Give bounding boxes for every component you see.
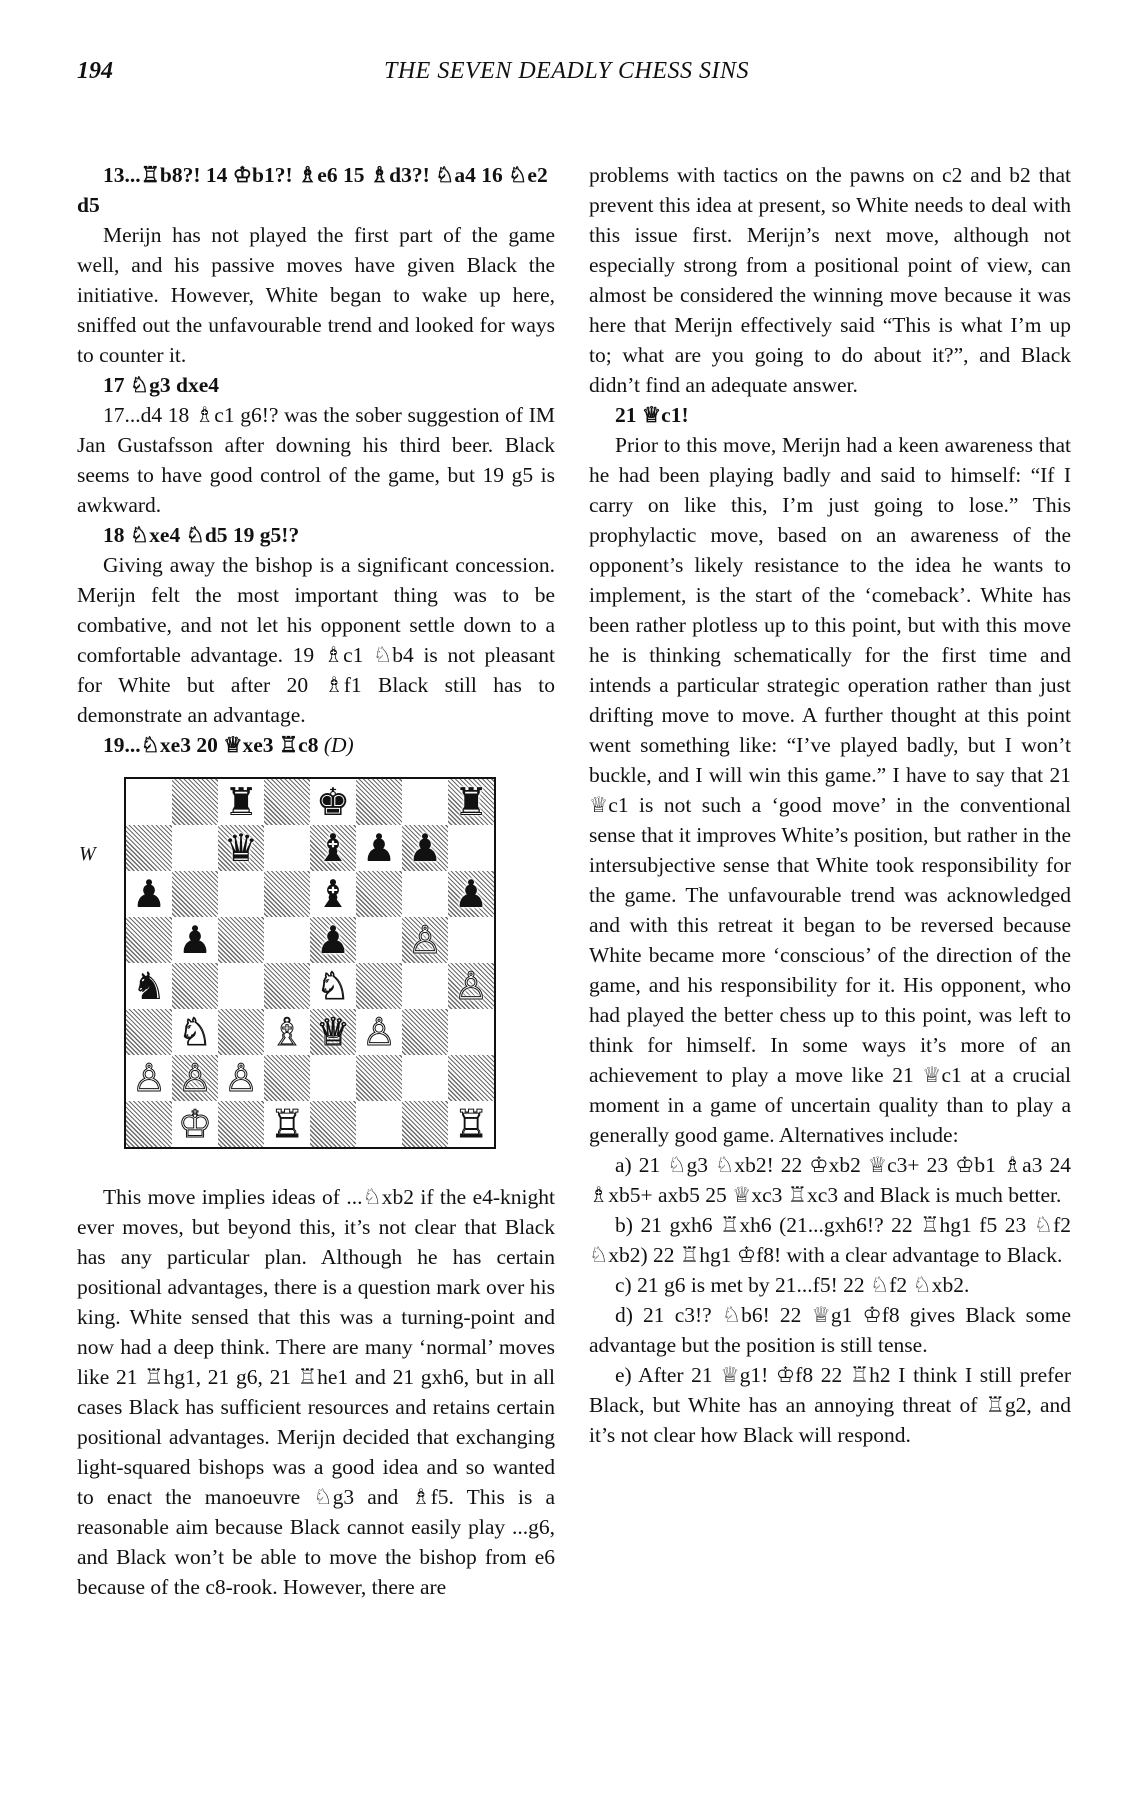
move-line: 18 ♘xe4 ♘d5 19 g5!?	[103, 523, 300, 547]
square-a3	[126, 1009, 172, 1055]
square-g3	[402, 1009, 448, 1055]
diagram-mark: (D)	[323, 733, 354, 757]
square-h5	[448, 917, 494, 963]
chess-piece: ♟	[453, 872, 489, 916]
square-e1	[310, 1101, 356, 1147]
page-number: 194	[77, 58, 113, 84]
square-c3	[218, 1009, 264, 1055]
chess-piece: ♟	[177, 918, 213, 962]
square-b4	[172, 963, 218, 1009]
square-b8	[172, 779, 218, 825]
chess-piece: ♝	[315, 826, 351, 870]
square-a1	[126, 1101, 172, 1147]
square-c6	[218, 871, 264, 917]
move-line: 17 ♘g3 dxe4	[103, 373, 220, 397]
square-e8	[310, 779, 356, 825]
chess-piece: ♟	[131, 872, 167, 916]
square-h6	[448, 871, 494, 917]
square-c1	[218, 1101, 264, 1147]
chess-piece: ♜	[223, 780, 259, 824]
square-c7	[218, 825, 264, 871]
square-b5	[172, 917, 218, 963]
square-f6	[356, 871, 402, 917]
square-a6	[126, 871, 172, 917]
square-h4	[448, 963, 494, 1009]
chess-diagram	[77, 769, 555, 1169]
left-column	[77, 160, 555, 1602]
chess-piece: ♙	[131, 1056, 167, 1100]
chess-piece: ♙	[223, 1056, 259, 1100]
chess-board	[124, 777, 496, 1149]
square-c4	[218, 963, 264, 1009]
square-a2	[126, 1055, 172, 1101]
square-a5	[126, 917, 172, 963]
move-line: 13...♖b8?! 14 ♔b1?! ♗e6 15 ♗d3?! ♘a4 16 ♘e2 d5	[77, 163, 548, 217]
chess-piece: ♟	[315, 918, 351, 962]
right-column	[589, 160, 1071, 1450]
move-text: 19...♘xe3 20 ♕xe3 ♖c8	[103, 733, 319, 757]
square-b1	[172, 1101, 218, 1147]
square-f2	[356, 1055, 402, 1101]
chess-piece: ♜	[453, 780, 489, 824]
square-d5	[264, 917, 310, 963]
square-c8	[218, 779, 264, 825]
paragraph: This move implies ideas of ...♘xb2 if the e4-knight ever moves, but beyond this, it’s not clear that Black has any particular plan. Although he has certain positional advantages, there is a question mark over his king. White sensed that this was a turning-point and now had a deep think. There are many ‘normal’ moves like 21 ♖hg1, 21 g6, 21 ♖he1 and 21 gxh6, but in all cases Black has sufficient resources and retains certain positional advantages. Merijn decided that exchanging light-squared bishops was a good idea and so wanted to enact the manoeuvre ♘g3 and ♗f5. This is a reasonable aim because Black cannot easily play ...g6, and Black won’t be able to move the bishop from e6 because of the c8-rook. However, there are	[77, 1185, 555, 1599]
variation-d: d) 21 c3!? ♘b6! 22 ♕g1 ♔f8 gives Black some advantage but the position is still tense.	[589, 1303, 1071, 1357]
square-c2	[218, 1055, 264, 1101]
square-d2	[264, 1055, 310, 1101]
square-a4	[126, 963, 172, 1009]
square-f3	[356, 1009, 402, 1055]
square-e7	[310, 825, 356, 871]
chess-piece: ♝	[315, 872, 351, 916]
paragraph: Merijn has not played the first part of the game well, and his passive moves have given Black the initiative. However, White began to wake up here, sniffed out the unfavourable trend and looked for ways to counter it.	[77, 223, 555, 367]
square-b7	[172, 825, 218, 871]
square-g4	[402, 963, 448, 1009]
square-d7	[264, 825, 310, 871]
square-e5	[310, 917, 356, 963]
paragraph: 17...d4 18 ♗c1 g6!? was the sober suggestion of IM Jan Gustafsson after downing his third beer. Black seems to have good control of the game, but 19 g5 is awkward.	[77, 403, 555, 517]
square-g1	[402, 1101, 448, 1147]
square-h8	[448, 779, 494, 825]
move-line	[77, 730, 555, 760]
chess-piece: ♞	[131, 964, 167, 1008]
square-c5	[218, 917, 264, 963]
square-d3	[264, 1009, 310, 1055]
square-g5	[402, 917, 448, 963]
square-h7	[448, 825, 494, 871]
chess-piece: ♚	[315, 780, 351, 824]
square-h1	[448, 1101, 494, 1147]
square-b3	[172, 1009, 218, 1055]
square-b2	[172, 1055, 218, 1101]
chess-piece: ♘	[177, 1010, 213, 1054]
side-to-move-label: W	[79, 843, 96, 865]
square-d6	[264, 871, 310, 917]
square-a8	[126, 779, 172, 825]
square-e4	[310, 963, 356, 1009]
square-f5	[356, 917, 402, 963]
variation-a: a) 21 ♘g3 ♘xb2! 22 ♔xb2 ♕c3+ 23 ♔b1 ♗a3 24 ♗xb5+ axb5 25 ♕xc3 ♖xc3 and Black is much better.	[589, 1153, 1071, 1207]
square-g8	[402, 779, 448, 825]
chess-piece: ♟	[407, 826, 443, 870]
chess-piece: ♗	[269, 1010, 305, 1054]
running-header	[0, 58, 1131, 98]
chess-piece: ♙	[453, 964, 489, 1008]
square-d8	[264, 779, 310, 825]
square-g7	[402, 825, 448, 871]
variation-e: e) After 21 ♕g1! ♔f8 22 ♖h2 I think I still prefer Black, but White has an annoying threat of ♖g2, and it’s not clear how Black will respond.	[589, 1363, 1071, 1447]
square-f1	[356, 1101, 402, 1147]
chess-piece: ♕	[315, 1010, 351, 1054]
paragraph: problems with tactics on the pawns on c2 and b2 that prevent this idea at present, so White needs to deal with this issue first. Merijn’s next move, although not especially strong from a positional point of view, can almost be considered the winning move because it was here that Merijn effectively said “This is what I’m up to; what are you going to do about it?”, and Black didn’t find an adequate answer.	[589, 163, 1071, 397]
square-h2	[448, 1055, 494, 1101]
square-g2	[402, 1055, 448, 1101]
chess-piece: ♙	[361, 1010, 397, 1054]
paragraph: Giving away the bishop is a significant concession. Merijn felt the most important thing was to be combative, and not let his opponent settle down to a comfortable advantage. 19 ♗c1 ♘b4 is not pleasant for White but after 20 ♗f1 Black still has to demonstrate an advantage.	[77, 553, 555, 727]
chess-piece: ♙	[177, 1056, 213, 1100]
square-a7	[126, 825, 172, 871]
chess-piece: ♖	[269, 1102, 305, 1146]
variation-b: b) 21 gxh6 ♖xh6 (21...gxh6!? 22 ♖hg1 f5 23 ♘f2 ♘xb2) 22 ♖hg1 ♔f8! with a clear advantage to Black.	[589, 1213, 1071, 1267]
move-line: 21 ♕c1!	[615, 403, 689, 427]
chess-piece: ♛	[223, 826, 259, 870]
chess-piece: ♖	[453, 1102, 489, 1146]
square-h3	[448, 1009, 494, 1055]
running-title: THE SEVEN DEADLY CHESS SINS	[384, 58, 750, 84]
variation-c: c) 21 g6 is met by 21...f5! 22 ♘f2 ♘xb2.	[615, 1273, 970, 1297]
square-e6	[310, 871, 356, 917]
chess-piece: ♘	[315, 964, 351, 1008]
square-d1	[264, 1101, 310, 1147]
paragraph: Prior to this move, Merijn had a keen awareness that he had been playing badly and said to himself: “If I carry on like this, I’m just going to lose.” This prophylactic move, based on an awareness of the opponent’s likely resistance to the idea he wants to implement, is the start of the ‘comeback’. White has been rather plotless up to this point, but with this move he is thinking schematically for the first time and intends a particular strategic operation rather than just drifting move to move. A further thought at this point went something like: “I’ve played badly, but I won’t buckle, and I will win this game.” I have to say that 21 ♕c1 is not such a ‘good move’ in the conventional sense that it improves White’s position, but rather in the intersubjective sense that White took responsibility for the game. The unfavourable trend was acknowledged and with this retreat it began to be reversed because White became more ‘conscious’ of the direction of the game, and his responsibility for it. His opponent, who had played the better chess up to this point, was left to think for himself. In some ways it’s more of an achievement to play a move like 21 ♕c1 at a crucial moment in a game of uncertain quality than to play a generally good game. Alternatives include:	[589, 433, 1071, 1147]
chess-piece: ♔	[177, 1102, 213, 1146]
square-f8	[356, 779, 402, 825]
square-e3	[310, 1009, 356, 1055]
square-e2	[310, 1055, 356, 1101]
square-g6	[402, 871, 448, 917]
square-b6	[172, 871, 218, 917]
chess-piece: ♙	[407, 918, 443, 962]
chess-piece: ♟	[361, 826, 397, 870]
square-f7	[356, 825, 402, 871]
square-d4	[264, 963, 310, 1009]
square-f4	[356, 963, 402, 1009]
